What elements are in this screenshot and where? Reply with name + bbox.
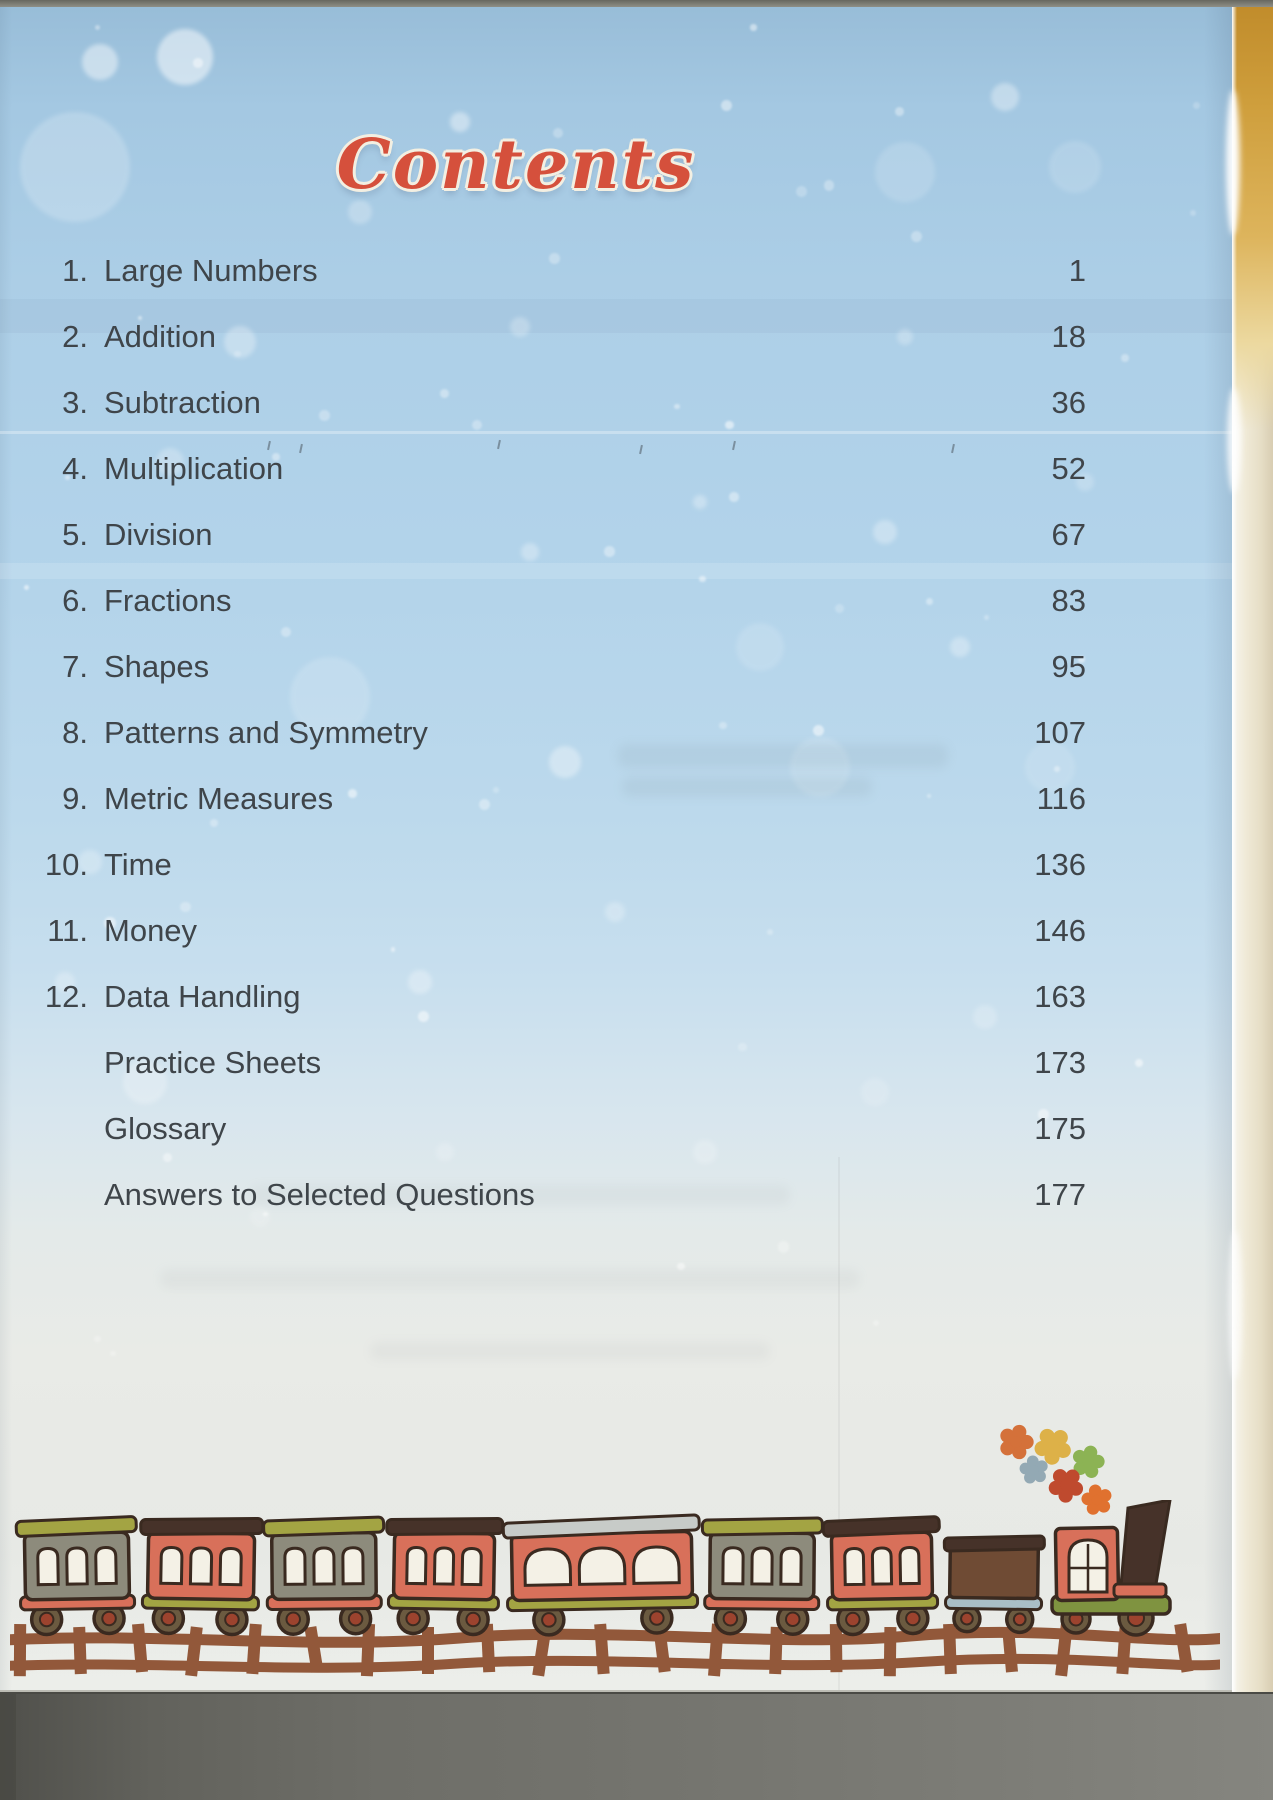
train-locomotive — [1052, 1500, 1170, 1635]
railway-track-tie — [714, 1624, 718, 1676]
toc-entry-title: Money — [104, 913, 198, 948]
toc-entry-page-number: 1 — [1068, 253, 1086, 288]
toc-entry-number: 7. — [62, 649, 88, 684]
toc-entry — [0, 766, 1086, 832]
toc-entry-page-number: 146 — [1034, 913, 1086, 948]
toc-entry — [0, 700, 1086, 766]
snow-dot — [193, 58, 203, 68]
railway-track-tie — [1122, 1627, 1125, 1674]
toc-entry-page-number: 36 — [1051, 385, 1086, 420]
toc-entry-number: 10. — [44, 847, 88, 882]
page-edge-highlight — [1226, 90, 1240, 235]
train-wagon-red — [823, 1516, 941, 1635]
snow-dot — [796, 186, 807, 197]
toc-entry-title: Practice Sheets — [104, 1045, 322, 1080]
snow-dot — [1135, 1059, 1143, 1067]
snow-dot — [778, 1241, 789, 1252]
toc-entry-page-number: 175 — [1034, 1111, 1086, 1146]
toc-entry-title: Glossary — [104, 1111, 227, 1146]
snow-dot — [20, 112, 130, 222]
toc-entry-page-number: 83 — [1051, 583, 1086, 618]
toc-entry-title: Data Handling — [104, 979, 301, 1014]
railway-track-tie — [1180, 1624, 1187, 1672]
toc-entry-page-number: 95 — [1051, 649, 1086, 684]
toc-entry — [0, 502, 1086, 568]
toc-entry-page-number: 18 — [1051, 319, 1086, 354]
toc-entry — [0, 436, 1086, 502]
toc-entry-page-number: 173 — [1034, 1045, 1086, 1080]
snow-dot — [1193, 102, 1200, 109]
toc-entry-title: Division — [104, 517, 213, 552]
snow-dot — [721, 100, 732, 111]
toc-entry-title: Subtraction — [104, 385, 261, 420]
train-wagon-gray — [701, 1517, 822, 1635]
bleed-through-smudge — [370, 1342, 770, 1360]
train-illustration — [10, 1500, 1220, 1688]
toc-entry — [0, 1162, 1086, 1228]
toc-entry — [0, 1030, 1086, 1096]
contents-page — [0, 7, 1232, 1692]
snow-dot — [1121, 354, 1129, 362]
railway-track-tie — [1008, 1627, 1012, 1672]
toc-entry-title: Addition — [104, 319, 217, 354]
toc-entry-page-number: 136 — [1034, 847, 1086, 882]
toc-entry-number: 12. — [44, 979, 88, 1014]
railway-track-tie — [886, 1627, 893, 1676]
toc-entry-number: 11. — [47, 913, 88, 948]
train-wagon-gray — [16, 1516, 138, 1635]
snow-dot — [157, 29, 213, 85]
railway-track-tie — [949, 1624, 951, 1674]
train-boxcar — [943, 1535, 1045, 1633]
snow-dot — [824, 180, 835, 191]
snow-dot — [95, 25, 100, 30]
scanner-edge-top — [0, 0, 1273, 7]
toc-entry-number: 9. — [62, 781, 88, 816]
snow-dot — [875, 142, 935, 202]
snow-dot — [750, 24, 756, 30]
toc-entry-title: Answers to Selected Questions — [104, 1177, 535, 1212]
toc-entry-page-number: 107 — [1034, 715, 1086, 750]
toc-entry — [0, 1096, 1086, 1162]
snow-dot — [1190, 210, 1196, 216]
railway-track-tie — [600, 1624, 603, 1674]
train-wagon-red — [385, 1516, 503, 1635]
toc-entry — [0, 370, 1086, 436]
toc-entry-number: 6. — [62, 583, 88, 618]
snow-dot — [1049, 141, 1101, 193]
toc-entry — [0, 634, 1086, 700]
snow-dot — [895, 107, 904, 116]
toc-entry — [0, 832, 1086, 898]
toc-entry — [0, 964, 1086, 1030]
snow-dot — [873, 1320, 879, 1326]
scanner-background-bottom — [0, 1692, 1273, 1800]
railway-track-tie — [485, 1624, 491, 1672]
train-wagon-red — [139, 1516, 263, 1635]
toc-entry — [0, 238, 1086, 304]
snow-dot — [110, 1351, 116, 1357]
railway-track-tie — [79, 1627, 81, 1674]
toc-entry-page-number: 116 — [1036, 781, 1086, 816]
toc-entry-page-number: 163 — [1034, 979, 1086, 1014]
train-wagon-pale-roof — [503, 1515, 701, 1636]
toc-entry-number: 8. — [62, 715, 88, 750]
railway-track-tie — [138, 1624, 142, 1672]
toc-entry-number: 2. — [62, 319, 88, 354]
snow-dot — [94, 1336, 101, 1343]
snow-dot — [82, 44, 118, 80]
railway-track-tie — [1061, 1624, 1067, 1676]
toc-entry-title: Large Numbers — [104, 253, 318, 288]
railway-track-tie — [775, 1627, 777, 1674]
toc-entry — [0, 898, 1086, 964]
page-edge-highlight — [1227, 388, 1241, 493]
toc-entry-number: 5. — [62, 517, 88, 552]
railway-track-tie — [252, 1624, 255, 1674]
toc-entry — [0, 304, 1086, 370]
toc-entry-page-number: 67 — [1051, 517, 1086, 552]
toc-entry-page-number: 52 — [1051, 451, 1086, 486]
toc-entry-title: Shapes — [104, 649, 210, 684]
toc-entry-title: Fractions — [104, 583, 232, 618]
bleed-through-smudge — [160, 1269, 860, 1289]
toc-entry-title: Multiplication — [104, 451, 284, 486]
toc-entry-number: 1. — [62, 253, 88, 288]
toc-entry-title: Time — [104, 847, 172, 882]
railway-track-tie — [16, 1624, 24, 1676]
page-edge-highlight — [1228, 1230, 1242, 1380]
toc-entry — [0, 568, 1086, 634]
toc-entry-number: 4. — [62, 451, 88, 486]
toc-entry-number: 3. — [62, 385, 88, 420]
railway-track-tie — [832, 1624, 839, 1672]
book-page-edge — [1232, 0, 1273, 1692]
page-title: Contents — [336, 125, 696, 205]
snow-dot — [991, 83, 1019, 111]
railway-track-tie — [191, 1627, 197, 1676]
toc-entry-page-number: 177 — [1034, 1177, 1086, 1212]
snow-dot — [677, 1263, 685, 1271]
train-wagon-gray — [263, 1517, 384, 1635]
toc-entry-title: Patterns and Symmetry — [104, 715, 428, 750]
locomotive-chimney — [1120, 1500, 1170, 1596]
table-of-contents — [0, 238, 1086, 1228]
toc-entry-title: Metric Measures — [104, 781, 334, 816]
railway-track-tie — [310, 1627, 317, 1672]
